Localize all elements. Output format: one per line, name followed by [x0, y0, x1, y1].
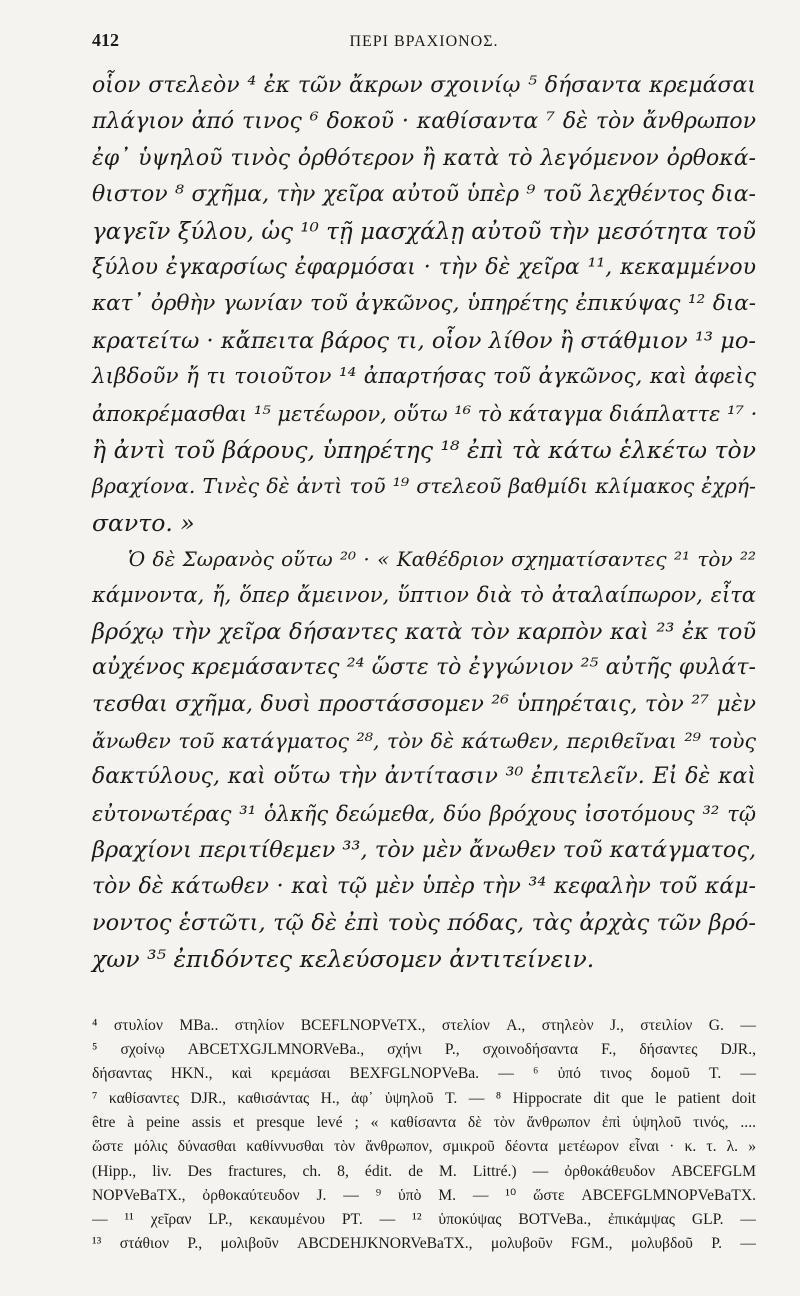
text-line: Ὁ δὲ Σωρανὸς οὕτω ²⁰ · « Καθέδριον σχηματίσαντες ²¹ τὸν ²²: [128, 547, 756, 572]
text-line: βρόχῳ τὴν χεῖρα δήσαντες κατὰ τὸν καρπὸν καὶ ²³ ἐκ τοῦ: [92, 618, 756, 645]
footnote-line: NOPVeBaTX., ὀρθοκαύτευδον J. — ⁹ ὑπὸ M. — ¹⁰ ὥστε ABCEFGLMNOPVeBaTX.: [92, 1186, 756, 1204]
footnote-line: δήσαντας HKN., καὶ κρεμάσαι BEXFGLNOPVeBa. — ⁶ ὑπό τινος δομοῦ T. —: [92, 1065, 756, 1083]
text-line: πλάγιον ἀπό τινος ⁶ δοκοῦ · καθίσαντα ⁷ δὲ τὸν ἄνθρωπον: [92, 109, 756, 135]
footnote-line: être à peine assis et presque levé ; « καθίσαντα δὲ τὸν ἄνθρωπον ἐπὶ ὑψηλοῦ τινός, ....: [92, 1113, 756, 1131]
text-line: ἢ ἀντὶ τοῦ βάρους, ὑπηρέτης ¹⁸ ἐπὶ τὰ κάτω ἑλκέτω τὸν: [92, 435, 756, 464]
footnote-line: ⁷ καθίσαντες DJR., καθισάντας H., ἀφ᾽ ὑψηλοῦ T. — ⁸ Hippocrate dit que le patient doit: [92, 1089, 756, 1107]
footnotes: [92, 1014, 756, 1257]
text-line: χων ³⁵ ἐπιδόντες κελεύσομεν ἀντιτείνειν.: [92, 945, 595, 974]
text-line: οἷον στελεὸν ⁴ ἐκ τῶν ἄκρων σχοινίῳ ⁵ δήσαντα κρεμάσαι: [92, 73, 756, 98]
footnote-separator: [92, 978, 756, 1014]
text-line: τεσθαι σχῆμα, δυσὶ προστάσσομεν ²⁶ ὑπηρέταις, τὸν ²⁷ μὲν: [92, 691, 756, 717]
footnote-line: ¹³ στάθιον P., μολιβοῦν ABCDEHJKNORVeBaTX., μολυβοῦν FGM., μολυβδοῦ P. —: [92, 1235, 756, 1253]
text-line: ἄνωθεν τοῦ κατάγματος ²⁸, τὸν δὲ κάτωθεν, περιθεῖναι ²⁹ τοὺς: [92, 729, 756, 754]
running-head: ΠΕΡΙ ΒΡΑΧΙΟΝΟΣ.: [349, 33, 499, 50]
page-header: 412 ΠΕΡΙ ΒΡΑΧΙΟΝΟΣ.: [92, 30, 756, 64]
footnote-line: (Hipp., liv. Des fractures, ch. 8, édit. de M. Littré.) — ὀρθοκάθευδον ABCEFGLM: [92, 1162, 756, 1180]
text-line: γαγεῖν ξύλου, ὡς ¹⁰ τῇ μασχάλῃ αὐτοῦ τὴν μεσότητα τοῦ: [92, 218, 756, 245]
text-line: εὐτονωτέρας ³¹ ὁλκῆς δεώμεθα, δύο βρόχους ἰσοτόμους ³² τῷ: [92, 801, 756, 826]
text-line: κρατείτω · κἄπειτα βάρος τι, οἷον λίθον ἢ στάθμιον ¹³ μο-: [92, 327, 756, 354]
text-line: νοντος ἑστῶτι, τῷ δὲ ἐπὶ τοὺς πόδας, τὰς ἀρχὰς τῶν βρό-: [92, 909, 756, 936]
text-line: βραχίονα. Τινὲς δὲ ἀντὶ τοῦ ¹⁹ στελεοῦ βαθμίδι κλίμακος ἐχρή-: [92, 474, 756, 499]
text-line: ξύλου ἐγκαρσίως ἐφαρμόσαι · τὴν δὲ χεῖρα ¹¹, κεκαμμένου: [92, 254, 756, 280]
text-line: βραχίονι περιτίθεμεν ³³, τὸν μὲν ἄνωθεν τοῦ κατάγματος,: [92, 837, 757, 864]
body-text: [92, 68, 756, 978]
text-line: λιβδοῦν ἤ τι τοιοῦτον ¹⁴ ἀπαρτήσας τοῦ ἀγκῶνος, καὶ ἀφεὶς: [92, 364, 756, 390]
text-line: αὐχένος κρεμάσαντες ²⁴ ὥστε τὸ ἐγγώνιον ²⁵ αὐτῆς φυλάτ-: [92, 655, 756, 681]
text-line: κάμνοντα, ἤ, ὅπερ ἄμεινον, ὕπτιον διὰ τὸ ἀταλαίπωρον, εἶτα: [92, 583, 756, 608]
footnote-line: ⁵ σχοίνῳ ABCETXGJLMNORVeBa., σχήνι P., σχοινοδήσαντα F., δήσαντες DJR.,: [92, 1041, 756, 1059]
text-line: ἐφ᾽ ὑψηλοῦ τινὸς ὀρθότερον ἢ κατὰ τὸ λεγόμενον ὀρθοκά-: [92, 145, 756, 171]
footnote-line: — ¹¹ χεῖραν LP., κεκαυμένου PT. — ¹² ὑποκύψας BOTVeBa., ἐπικάμψας GLP. —: [92, 1211, 756, 1229]
text-line: ἀποκρέμασθαι ¹⁵ μετέωρον, οὕτω ¹⁶ τὸ κάταγμα διάπλαττε ¹⁷ ·: [92, 401, 758, 426]
text-line: τὸν δὲ κάτωθεν · καὶ τῷ μὲν ὑπὲρ τὴν ³⁴ κεφαλὴν τοῦ κάμ-: [92, 873, 756, 899]
text-line: σαντο. »: [92, 508, 195, 537]
text-line: θιστον ⁸ σχῆμα, τὴν χεῖρα αὐτοῦ ὑπὲρ ⁹ τοῦ λεχθέντος δια-: [92, 182, 756, 208]
text-line: δακτύλους, καὶ οὕτω τὴν ἀντίτασιν ³⁰ ἐπιτελεῖν. Εἰ δὲ καὶ: [92, 764, 756, 790]
footnote-line: ὥστε μόλις δύνασθαι καθίννυσθαι τὸν ἄνθρωπον, σμικροῦ δέοντα μετέωρον εἶναι · κ. τ. λ. »: [92, 1138, 756, 1156]
text-line: κατ᾽ ὀρθὴν γωνίαν τοῦ ἀγκῶνος, ὑπηρέτης ἐπικύψας ¹² δια-: [92, 291, 756, 317]
footnote-line: ⁴ στυλίον MBa.. στηλίον BCEFLNOPVeTX., στελίον A., στηλεὸν J., στειλίον G. —: [92, 1016, 756, 1034]
